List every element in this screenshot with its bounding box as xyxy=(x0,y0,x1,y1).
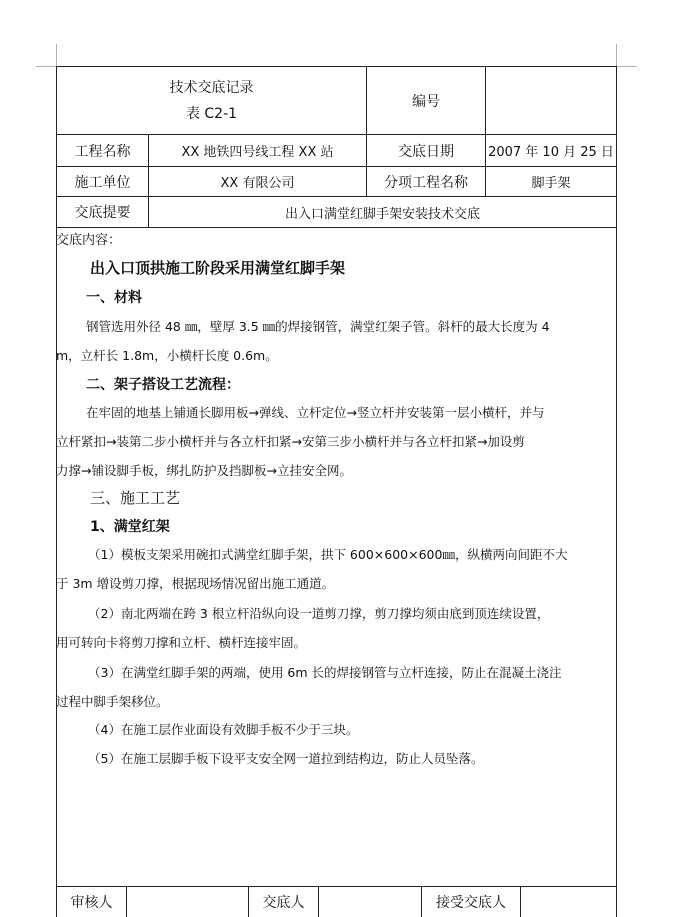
paragraph-line: （4）在施工层作业面设有效脚手板不少于三块。 xyxy=(88,722,359,737)
content-heading: 出入口顶拱施工阶段采用满堂红脚手架 xyxy=(90,259,346,277)
project-name-label: 工程名称 xyxy=(74,143,131,160)
project-name-value: XX 地铁四号线工程 XX 站 xyxy=(181,145,334,160)
paragraph-line: m，立杆长 1.8m，小横杆长度 0.6m。 xyxy=(56,348,278,363)
section-title: 一、材料 xyxy=(86,290,142,306)
crop-mark xyxy=(56,44,57,66)
col-divider xyxy=(126,886,127,917)
paragraph-line: 过程中脚手架移位。 xyxy=(56,694,169,709)
title-cell xyxy=(57,67,366,134)
form-code: 表 C2-1 xyxy=(185,105,238,122)
reviewer-label: 审核人 xyxy=(70,895,113,911)
number-value xyxy=(486,67,616,134)
paragraph-line: （5）在施工层脚手板下设平支安全网一道拉到结构边，防止人员坠落。 xyxy=(88,751,484,766)
paragraph-line: 钢管选用外径 48 ㎜，壁厚 3.5 ㎜的焊接钢管，满堂红架子管。斜杆的最大长度为 4 xyxy=(86,319,550,334)
paragraph-line: 力撑→铺设脚手板，绑扎防护及挡脚板→立挂安全网。 xyxy=(56,463,352,478)
row-divider xyxy=(56,886,617,887)
subproject-label: 分项工程名称 xyxy=(384,174,468,191)
subsection-title: 1、满堂红架 xyxy=(90,519,170,535)
paragraph-line: （1）模板支架采用碗扣式满堂红脚手架，拱下 600×600×600㎜，纵横两向间距不大 xyxy=(88,547,568,562)
paragraph-line: 立杆紧扣→装第二步小横杆并与各立杆扣紧→安第三步小横杆并与各立杆扣紧→加设剪 xyxy=(56,434,525,449)
col-divider xyxy=(520,886,521,917)
paragraph-line: （2）南北两端在跨 3 根立杆沿纵向设一道剪刀撑，剪刀撑均须由底到顶连续设置， xyxy=(88,606,550,621)
document-title: 技术交底记录 xyxy=(169,79,254,96)
section-title: 三、施工工艺 xyxy=(90,489,181,507)
summary-value: 出入口满堂红脚手架安装技术交底 xyxy=(284,206,480,222)
presenter-label: 交底人 xyxy=(262,895,305,911)
paragraph-line: 用可转向卡将剪刀撑和立杆、横杆连接牢固。 xyxy=(56,635,307,650)
col-divider xyxy=(318,886,319,917)
date-label: 交底日期 xyxy=(398,143,454,160)
content-label: 交底内容： xyxy=(56,233,122,248)
crop-mark xyxy=(617,66,637,67)
section-title: 二、架子搭设工艺流程： xyxy=(86,377,240,393)
subproject-value: 脚手架 xyxy=(531,176,571,191)
crop-mark xyxy=(616,44,617,66)
date-value: 2007 年 10 月 25 日 xyxy=(488,145,614,160)
receiver-label: 接受交底人 xyxy=(436,895,506,911)
table-border-right xyxy=(616,66,617,917)
unit-label: 施工单位 xyxy=(74,174,131,191)
paragraph-line: 于 3m 增设剪刀撑，根据现场情况留出施工通道。 xyxy=(56,576,335,591)
unit-value: XX 有限公司 xyxy=(220,176,295,191)
paragraph-line: 在牢固的地基上铺通长脚用板→弹线、立杆定位→竖立杆并安装第一层小横杆，并与 xyxy=(86,405,545,420)
number-label: 编号 xyxy=(412,93,440,110)
paragraph-line: （3）在满堂红脚手架的两端，使用 6m 长的焊接钢管与立杆连接，防止在混凝土浇注 xyxy=(88,665,562,680)
crop-mark xyxy=(36,66,56,67)
summary-label: 交底提要 xyxy=(74,205,131,221)
